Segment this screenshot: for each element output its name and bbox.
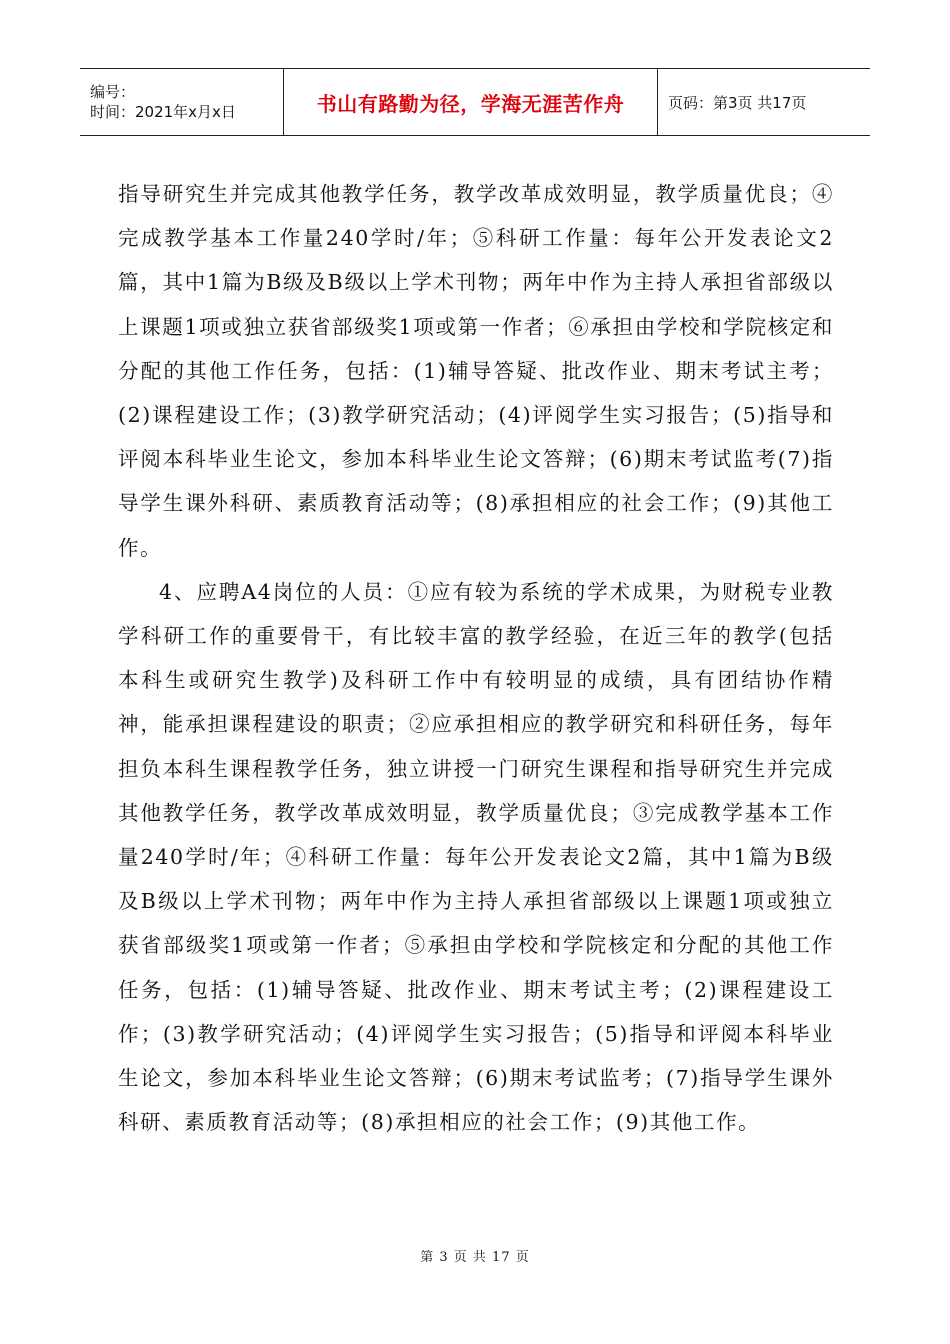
- document-number-label: 编号：: [90, 83, 136, 101]
- document-body: [118, 172, 834, 1144]
- document-time-label: 时间：2021年x月x日: [90, 103, 236, 121]
- body-paragraph-continued: 指导研究生并完成其他教学任务，教学改革成效明显，教学质量优良；④完成教学基本工作量240学时/年；⑤科研工作量：每年公开发表论文2篇，其中1篇为B级及B级以上学术刊物；两年中作为主持人承担省部级以上课题1项或独立获省部级奖1项或第一作者；⑥承担由学校和学院核定和分配的其他工作任务，包括：(1)辅导答疑、批改作业、期末考试主考；(2)课程建设工作；(3)教学研究活动；(4)评阅学生实习报告；(5)指导和评阅本科毕业生论文，参加本科毕业生论文答辩；(6)期末考试监考(7)指导学生课外科研、素质教育活动等；(8)承担相应的社会工作；(9)其他工作。: [118, 182, 834, 560]
- page-footer: 第 3 页 共 17 页: [420, 1250, 530, 1265]
- header-page-cell: [658, 69, 870, 135]
- header-motto-cell: [284, 69, 658, 135]
- header-meta: [80, 69, 284, 135]
- body-paragraph-a4-position: 4、应聘A4岗位的人员：①应有较为系统的学术成果，为财税专业教学科研工作的重要骨干，有比较丰富的教学经验，在近三年的教学(包括本科生或研究生教学)及科研工作中有较明显的成绩，具有团结协作精神，能承担课程建设的职责；②应承担相应的教学研究和科研任务，每年担负本科生课程教学任务，独立讲授一门研究生课程和指导研究生并完成其他教学任务，教学改革成效明显，教学质量优良；③完成教学基本工作量240学时/年；④科研工作量：每年公开发表论文2篇，其中1篇为B级及B级以上学术刊物；两年中作为主持人承担省部级以上课题1项或独立获省部级奖1项或第一作者；⑤承担由学校和学院核定和分配的其他工作任务，包括：(1)辅导答疑、批改作业、期末考试主考；(2)课程建设工作；(3)教学研究活动；(4)评阅学生实习报告；(5)指导和评阅本科毕业生论文，参加本科毕业生论文答辩；(6)期末考试监考；(7)指导学生课外科研、素质教育活动等；(8)承担相应的社会工作；(9)其他工作。: [118, 579, 834, 1135]
- document-header: [80, 68, 870, 136]
- header-motto: 书山有路勤为径，学海无涯苦作舟: [316, 91, 625, 116]
- header-page-label: 页码：第3页 共17页: [668, 93, 807, 112]
